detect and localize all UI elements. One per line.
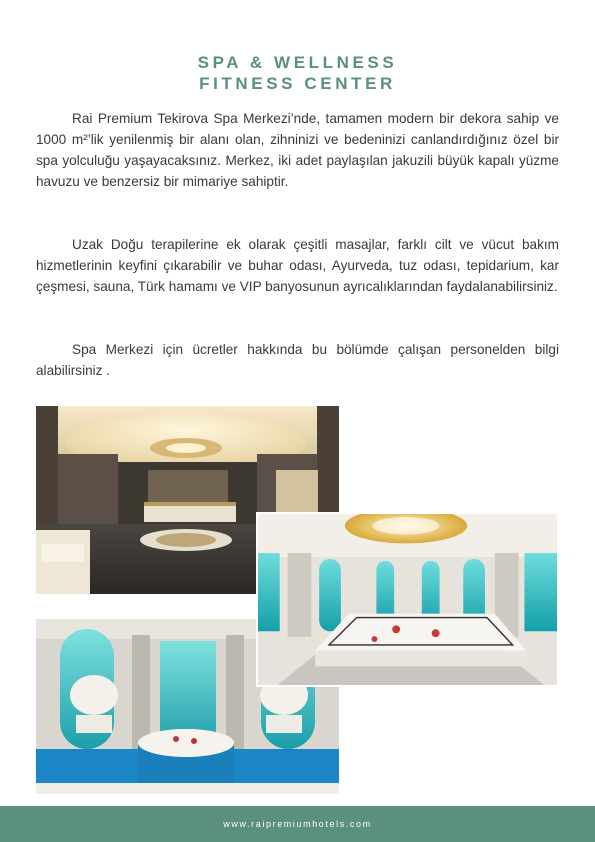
footer-bar <box>0 806 595 842</box>
hamam-room-photo <box>256 512 559 687</box>
intro-paragraph: Rai Premium Tekirova Spa Merkezi’nde, tamamen modern bir dekora sahip ve 1000 m²’lik yenilenmiş bir alanı olan, zihninizi ve bedeninizi canlandırdığınız özel bir spa yolculuğu yaşayacaksınız. Merkez, iki adet paylaşılan jakuzili büyük kapalı yüzme havuzu ve benzersiz bir mimariye sahiptir. <box>36 111 559 189</box>
pricing-paragraph: Spa Merkezi için ücretler hakkında bu bölümde çalışan personelden bilgi alabilirsiniz . <box>36 342 559 378</box>
title-line-2: FITNESS CENTER <box>199 74 396 93</box>
title-line-1: SPA & WELLNESS <box>197 53 398 72</box>
therapies-paragraph: Uzak Doğu terapilerine ek olarak çeşitli masajlar, farklı cilt ve vücut bakım hizmetlerinin keyfini çıkarabilir ve buhar odası, Ayurveda, tuz odası, tepidarium, kar çeşmesi, sauna, Türk hamamı ve VIP banyosunun ayrıcalıklarından faydalanabilirsiniz. <box>36 237 559 294</box>
page-title <box>0 52 595 94</box>
website-url: www.raipremiumhotels.com <box>223 819 372 829</box>
